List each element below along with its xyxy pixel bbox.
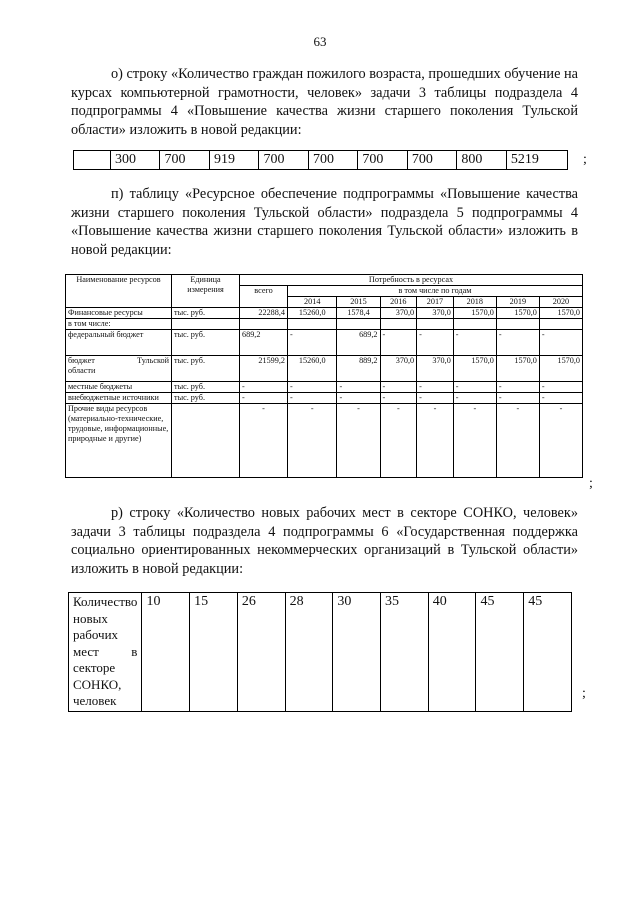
row-value: - [288, 382, 337, 393]
table-row [74, 151, 568, 170]
year-cell: 2017 [417, 297, 454, 308]
row-unit [172, 404, 240, 478]
row-name: местные бюджеты [66, 382, 172, 393]
row-name: внебюджетные источники [66, 393, 172, 404]
row-name: в том числе: [66, 319, 172, 330]
label-line: СОНКО, [73, 676, 122, 692]
row-name: Финансовые ресурсы [66, 308, 172, 319]
table-cell: 26 [237, 593, 285, 712]
paragraph-o-text: о) строку «Количество граждан пожилого возраста, прошедших обучение на курсах компьютерной грамотности, человек» задачи 3 таблицы подраздела 4 подпрограммы 4 «Повышение качества жизни старшего поколения Тульской области» изложить в новой редакции: [71, 66, 578, 138]
header-unit: Единица измерения [172, 275, 240, 308]
row-name [66, 356, 172, 382]
row-value: - [337, 393, 380, 404]
terminator-r: ; [582, 686, 586, 701]
row-value: - [288, 393, 337, 404]
table-row [66, 319, 583, 330]
table-row [66, 308, 583, 319]
row-name: федеральный бюджет [66, 330, 172, 356]
header-by-year: в том числе по годам [288, 286, 583, 297]
row-value: - [496, 330, 539, 356]
terminator-o: ; [583, 152, 587, 167]
row-value: - [453, 393, 496, 404]
header-resource-name: Наименование ресурсов [66, 275, 172, 308]
table-cell: 800 [457, 151, 506, 170]
row-value: 15260,0 [288, 308, 337, 319]
row-value: - [453, 330, 496, 356]
table-cell: 45 [524, 593, 572, 712]
paragraph-p [71, 185, 578, 259]
row-value: 370,0 [380, 356, 417, 382]
row-unit: тыс. руб. [172, 382, 240, 393]
row-name: Прочие виды ресурсов (материально-технические, трудовые, информационные, природные и другие) [66, 404, 172, 478]
table-cell [74, 151, 111, 170]
row-value: 1570,0 [496, 356, 539, 382]
row-value: - [417, 404, 454, 478]
label-line: мест [73, 643, 99, 659]
table-cell: 919 [209, 151, 258, 170]
table-cell: 700 [358, 151, 407, 170]
label-line: Количество [73, 594, 138, 609]
row-value: - [496, 382, 539, 393]
header-total: всего [240, 286, 288, 308]
row-value: 370,0 [417, 308, 454, 319]
row-value: - [380, 382, 417, 393]
row-total: - [240, 393, 288, 404]
table-cell: 5219 [506, 151, 567, 170]
year-cell: 2018 [453, 297, 496, 308]
row-value: 370,0 [417, 356, 454, 382]
row-total: - [240, 404, 288, 478]
row-value: - [417, 393, 454, 404]
table-cell: 30 [333, 593, 381, 712]
table-cell: 15 [190, 593, 238, 712]
row-value: - [380, 393, 417, 404]
label-line: секторе [73, 660, 116, 675]
row-value: 1578,4 [337, 308, 380, 319]
row-value: - [288, 404, 337, 478]
table-cell: 300 [111, 151, 160, 170]
row-value: - [539, 404, 582, 478]
table-cell: 35 [381, 593, 429, 712]
table-cell: 700 [259, 151, 308, 170]
row-name-part: бюджет [68, 356, 95, 365]
row-value: - [288, 330, 337, 356]
row-value: - [453, 382, 496, 393]
table-cell: 40 [428, 593, 476, 712]
row-value: - [380, 404, 417, 478]
row-value: - [453, 404, 496, 478]
year-cell: 2014 [288, 297, 337, 308]
row-value: 1570,0 [539, 308, 582, 319]
table-cell: 45 [476, 593, 524, 712]
table-row [66, 404, 583, 478]
row-name-part: Тульской [137, 356, 169, 365]
table-row [66, 393, 583, 404]
header-resource-need: Потребность в ресурсах [240, 275, 583, 286]
row-value: 370,0 [380, 308, 417, 319]
table-row [66, 382, 583, 393]
table-new-jobs-sonko [68, 592, 572, 712]
year-cell: 2019 [496, 297, 539, 308]
table-row [66, 330, 583, 356]
row-value: 1570,0 [539, 356, 582, 382]
row-unit: тыс. руб. [172, 356, 240, 382]
row-value: - [539, 393, 582, 404]
row-value: - [496, 404, 539, 478]
label-line: человек [73, 693, 117, 708]
row-value: 15260,0 [288, 356, 337, 382]
table-cell: 28 [285, 593, 333, 712]
row-name-part: области [68, 366, 96, 375]
table-cell: 700 [308, 151, 357, 170]
row-value: - [539, 382, 582, 393]
paragraph-r-text: р) строку «Количество новых рабочих мест в секторе СОНКО, человек» задачи 3 таблицы подраздела 4 подпрограммы 6 «Государственная поддержка социально ориентированных некоммерческих организаций в Тульской области» изложить в новой редакции: [71, 505, 578, 577]
row-total: 21599,2 [240, 356, 288, 382]
row-value: - [380, 330, 417, 356]
table-header-row [66, 275, 583, 286]
paragraph-p-text: п) таблицу «Ресурсное обеспечение подпрограммы «Повышение качества жизни старшего поколения Тульской области» подраздела 5 подпрограммы 4 «Повышение качества жизни старшего поколения Тульской области» изложить в новой редакции: [71, 186, 578, 258]
label-line: рабочих [73, 627, 119, 642]
row-value: - [539, 330, 582, 356]
row-value: 1570,0 [496, 308, 539, 319]
year-cell: 2016 [380, 297, 417, 308]
table-cell: 10 [142, 593, 190, 712]
row-value: - [417, 330, 454, 356]
table-row [66, 356, 583, 382]
row-value: - [417, 382, 454, 393]
row-unit: тыс. руб. [172, 393, 240, 404]
table-resource-provision [65, 274, 583, 478]
row-value: 1570,0 [453, 308, 496, 319]
row-unit: тыс. руб. [172, 330, 240, 356]
label-line: новых [73, 610, 108, 626]
row-value: - [337, 382, 380, 393]
table-row [69, 593, 572, 712]
row-total: - [240, 382, 288, 393]
table-elderly-computer-training [73, 150, 568, 170]
row-value: - [496, 393, 539, 404]
page-number: 63 [313, 34, 327, 49]
table-cell: 700 [160, 151, 209, 170]
terminator-p: ; [589, 476, 593, 491]
paragraph-r [71, 504, 578, 578]
row-total: 22288,4 [240, 308, 288, 319]
row-value: - [337, 404, 380, 478]
year-cell: 2020 [539, 297, 582, 308]
table-cell: 700 [407, 151, 456, 170]
row-value: 889,2 [337, 356, 380, 382]
label-line: в [131, 643, 138, 659]
row-value: 689,2 [337, 330, 380, 356]
row-unit: тыс. руб. [172, 308, 240, 319]
row-label [69, 593, 142, 712]
paragraph-o [71, 65, 578, 139]
row-total: 689,2 [240, 330, 288, 356]
year-cell: 2015 [337, 297, 380, 308]
row-value: 1570,0 [453, 356, 496, 382]
